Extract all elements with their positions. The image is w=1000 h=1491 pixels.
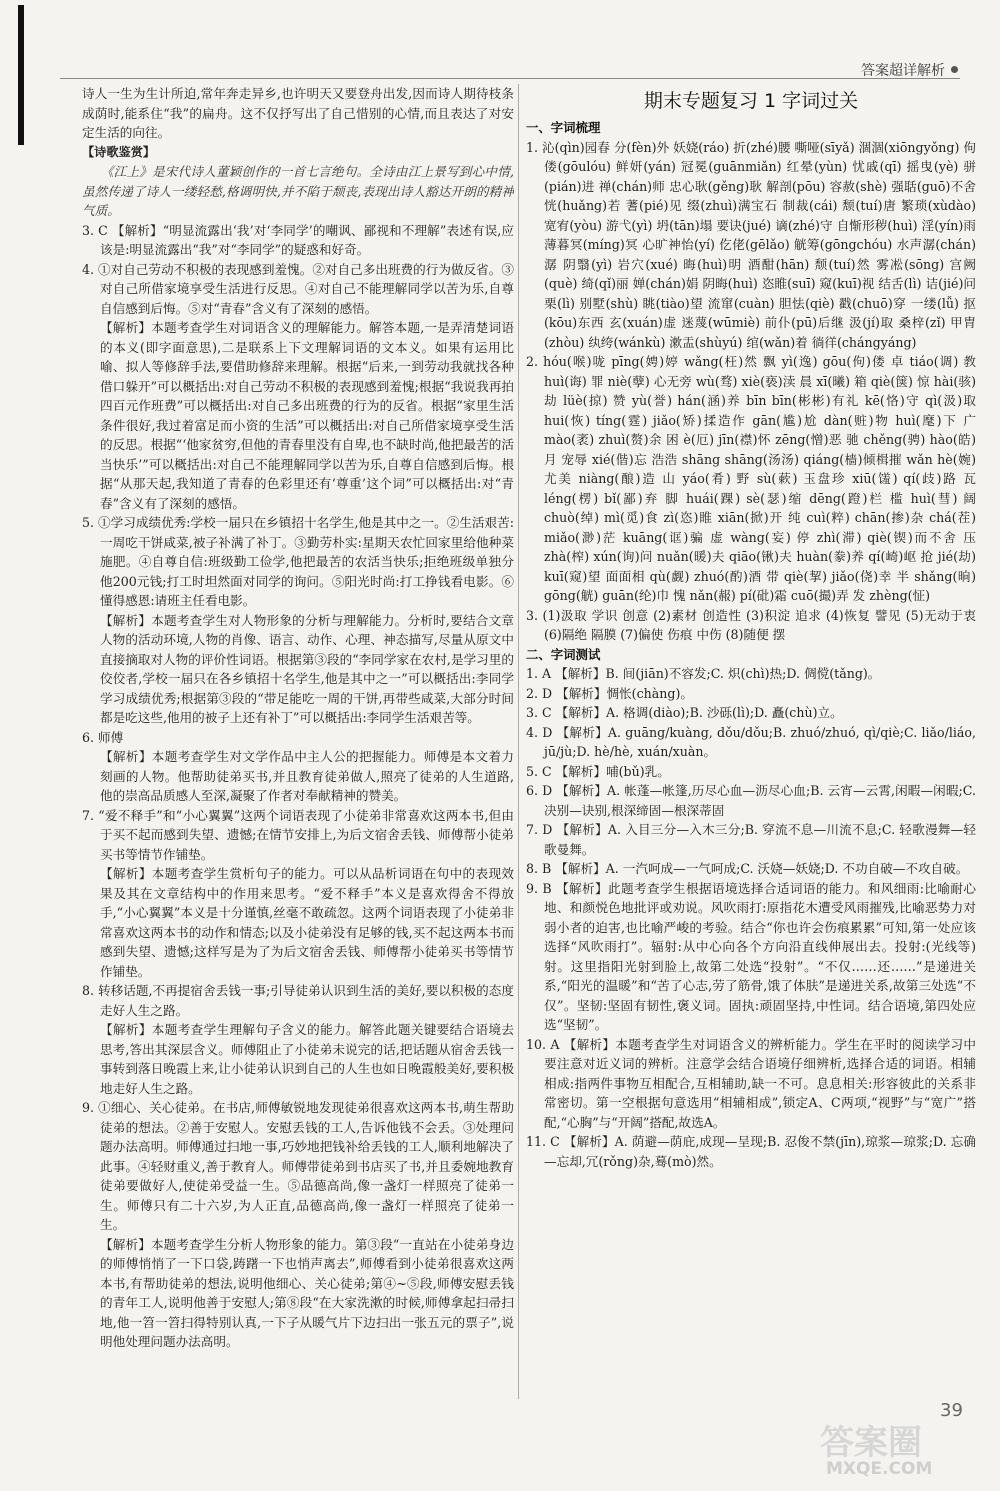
test-answer: 8. B 【解析】A. 一汽呵成—一气呵成;C. 沃娆—妖娆;D. 不功自破—不攻自破。	[526, 861, 969, 876]
answer-8: 8. 转移话题,不再提宿舍丢钱一事;引导徒弟认识到生活的美好,要以积极的态度走好人生之路。	[82, 983, 514, 1018]
poem-appreciation-heading: 【诗歌鉴赏】	[82, 144, 156, 159]
answer-6-analysis: 【解析】本题考查学生对文学作品中主人公的把握能力。师傅是本文着力刻画的人物。他帮助徒弟买书,并且教育徒弟做人,照亮了徒弟的人生道路,他的崇高品质感人至深,凝聚了作者对奉献精神的赞美。	[100, 749, 514, 803]
word-list-1: 1. 沁(qìn)园春 分(fèn)外 妖娆(ráo) 折(zhé)腰 嘶哑(sīyǎ) 涸涸(xiōngyǒng) 佝偻(gōulóu) 鲜妍(yán) 冠冕(guānmiǎn) 红晕(yùn) 忧戚(qī) 摇曳(yè) 骈(pián)进 禅(chán)师 忠心耿(gěng)耿 解剖(pōu) 容赦(shè) 强聒(guō)不舍 恍(huǎng)若 蓍(pié)见 缀(zhuì)满宝石 制裁(cái) 颓(tuí)唐 繁琐(xùdào) 宽宥(yòu) 游弋(yì) 坍(tān)塌 要诀(jué) 谪(zhé)守 自惭形秽(huì) 淫(yín)雨 薄暮冥(míng)冥 心旷神怡(yí) 仡佬(gēlǎo) 觥筹(gōngchóu) 水声潺(chán)潺 阴翳(yì) 岩穴(xué) 晦(huì)明 酒酣(hān) 颓(tuí)然 雾凇(sōng) 宫阙(què) 绮(qǐ)丽 婵(chán)娟 阴晦(huì) 恣睢(suī) 窥(kuī)视 结舌(lì) 诘(jié)问 栗(lì) 别墅(shù) 眺(tiào)望 流窜(cuàn) 胆怯(qiè) 戳(chuō)穿 一缕(lǚ) 抠(kōu)东西 玄(xuán)虚 迷蔑(wūmiè) 前仆(pū)后继 汲(jí)取 桑梓(zǐ) 甲胄(zhòu) 纨绔(wánkù) 漱盂(shùyú) 绾(wǎn)着 徜徉(chángyáng)	[526, 139, 976, 350]
test-answer: 11. C 【解析】A. 荫避—荫庇,成现—呈现;B. 忍俊不禁(jīn),琼浆—琼浆;D. 忘确—忘却,冗(rǒng)杂,蓦(mò)然。	[526, 1134, 976, 1169]
test-answer: 9. B 【解析】此题考查学生根据语境选择合适词语的能力。和风细雨:比喻耐心地、和颜悦色地批评或劝说。风吹雨打:原指花木遭受风雨摧残,比喻恶势力对弱小者的迫害,也比喻严峻的考验。结合“你也许会伤痕累累”可知,第一处应该选择“风吹雨打”。辐射:从中心向各个方向沿直线伸展出去。投射:(光线等)射。这里指阳光射到脸上,故第二处选“投射”。“不仅……还……”是递进关系,“阳光的温暖”和“苦了心志,劳了筋骨,饿了体肤”是递进关系,故第三处选“不仅”。坚韧:坚固有韧性,褒义词。固执:顽固坚持,中性词。结合语境,第四处应选“坚韧”。	[526, 880, 976, 1032]
test-answer: 3. C 【解析】A. 格调(diào);B. 沙砾(lì);D. 矗(chù)立。	[526, 705, 843, 720]
answer-3: 3. C 【解析】“明显流露出‘我’对‘李同学’的嘲讽、鄙视和不理解”表述有误,应该是:明显流露出“我”对“李同学”的疑惑和好奇。	[82, 222, 514, 257]
subsection-heading-2: 二、字词测试	[526, 646, 601, 662]
watermark-logo: 答案圈	[820, 1423, 922, 1463]
test-answer: 6. D 【解析】A. 帐蓬—帐篷,历尽心血—沥尽心血;B. 云宵—云霄,闲暇—闲暇;C. 决别—诀别,根深缔固—根深蒂固	[526, 783, 976, 818]
answer-7: 7. “爱不释手”和“小心翼翼”这两个词语表现了小徒弟非常喜欢这两本书,但由于买不起而感到失望、遗憾;在情节安排上,为后文宿舍丢钱、师傅帮小徒弟买书等情节作铺垫。	[82, 807, 514, 862]
header-rule	[60, 78, 960, 79]
test-answer: 1. A 【解析】B. 间(jiān)不容发;C. 炽(chì)热;D. 倜傥(tǎng)。	[526, 666, 881, 681]
answer-4: 4. ①对自己劳动不积极的表现感到羞愧。②对自己多出班费的行为做反省。③对自己所借家境享受生活进行反思。④对自己不能理解同学以苦为乐,自尊自信感到后悔。⑤对“青春”含义有了深刻的感悟。	[82, 261, 514, 316]
left-column	[82, 84, 514, 1404]
right-column	[526, 84, 976, 1404]
section-title: 期末专题复习 1 字词过关	[643, 90, 859, 112]
answer-6: 6. 师傅	[82, 729, 124, 745]
test-answer: 2. D 【解析】惆怅(chàng)。	[526, 685, 693, 701]
test-answer: 7. D 【解析】A. 入目三分—入木三分;B. 穿流不息—川流不息;C. 轻歌漫舞—轻歌曼舞。	[526, 822, 976, 857]
answer-5: 5. ①学习成绩优秀:学校一届只在乡镇招十名学生,他是其中之一。②生活艰苦:一周吃干饼咸菜,被子补满了补丁。③勤劳朴实:星期天农忙回家里给他种菜施肥。④自尊自信:班级勤工俭学,他把最苦的农活当快乐;拒绝班级单独分他200元钱;打工时坦然面对同学的询问。⑤阳光时尚:打工挣钱看电影。⑥懂得感恩:请班主任看电影。	[82, 515, 514, 608]
page-number: 39	[940, 1400, 963, 1421]
answer-5-analysis: 【解析】本题考查学生对人物形象的分析与理解能力。分析时,要结合文章人物的活动环境,人物的肖像、语言、动作、心理、神态描写,尽量从原文中直接摘取对人物的评价性词语。根据第③段的“李同学家在农村,是学习里的佼佼者,学校一届只在各乡镇招十名学生,他是其中之一”可以概括出:李同学学习成绩优秀;根据第③段的“带足能吃一周的干饼,再带些咸菜,大部分时间都是吃这些,他用的被子上还有补丁”可以概括出:李同学生活艰苦等。	[100, 612, 514, 725]
header-label: 答案超详解析	[861, 63, 945, 79]
column-divider	[518, 84, 519, 1399]
test-answer: 10. A 【解析】本题考查学生对词语含义的辨析能力。学生在平时的阅读学习中要注意对近义词的辨析。注意学会结合语境仔细辨析,选择合适的词语。相辅相成:指两件事物互相配合,互相辅助,缺一不可。息息相关:形容彼此的关系非常密切。第一空根据句意选用“相辅相成”,锁定A、C两项,“视野”与“宽广”搭配,“心胸”与“开阔”搭配,故选A。	[526, 1036, 976, 1130]
page-edge	[18, 5, 24, 145]
word-list-2: 2. hóu(喉)咙 pīng(娉)婷 wǎng(枉)然 飘 yì(逸) gōu(佝)偻 卓 tiáo(调) 教 huì(诲) 罪 niè(孽) 心无旁 wù(骛) xiè(亵)渎 晨 xī(曦) 箱 qiè(箧) 惊 hài(骇) 劫 lüè(掠) 赞 yù(誉) hán(涵)养 bīn bīn(彬彬)有礼 kē(恪)守 qì(汲)取 hui(恢) tíng(霆) jiǎo(矫)揉造作 gān(尴)尬 dàn(赃)物 huì(麾)下 广 mào(袤) zhuì(赘)余 困 è(厄) jīn(襟)怀 zēng(憎)恶 驰 chěng(骋) hào(皓)月 宠辱 xié(偕)忘 浩浩 shāng shāng(汤汤) qiáng(樯)倾楫摧 wǎn hè(婉)尤美 niàng(酿)造 山 yáo(肴) 野 sù(蔌) 玉盘珍 xiū(馐) qí(歧)路 瓦 léng(楞) bǐ(鄙)弃 脚 huái(踝) sè(瑟)缩 dēng(蹬)栏 槛 huì(彗) 阔 chuò(绰) mì(觅)食 zì(恣)睢 xiān(掀)开 纯 cuì(粹) chān(掺)杂 chá(茬) miǎo(渺)茫 kuāng(诓)骗 虚 wàng(妄) 停 zhì(滞) qiè(锲)而不舍 压 zhà(榨) xún(询)问 nuǎn(暖)夫 qiāo(锹)夫 huàn(豢)养 qí(崎)岖 抢 jié(劫) kuī(窥)望 面面相 qù(觑) zhuó(酌)酒 带 qiè(挈) jiǎo(侥)幸 半 shǎng(晌) gōng(觥) guān(纶)巾 愧 nǎn(赧) pí(砒)霜 cuō(撮)弄 发 zhèng(怔)	[526, 354, 976, 603]
answer-8-analysis: 【解析】本题考查学生理解句子含义的能力。解答此题关键要结合语境去思考,答出其深层含义。师傅阻止了小徒弟未说完的话,把话题从宿舍丢钱一事转到落日晚霞上来,让小徒弟认识到自己的人生也如日晚霞般美好,要积极地走好人生之路。	[100, 1022, 514, 1096]
answer-4-analysis: 【解析】本题考查学生对词语含义的理解能力。解答本题,一是弄清楚词语的本义(即字面意思),二是联系上下文理解词语的文本义。如果有运用比喻、拟人等修辞手法,要借助修辞来理解。根据“后来,一到劳动我就找各种借口躲开”可以概括出:对自己劳动不积极的表现感到羞愧;根据“我说我再拍四百元作班费”可以概括出:对自己多出班费的行为的反省。根据“家里生活条件很好,我过着富足而小资的生活”可以概括出:对自己所借家境享受生活的反思。根据“‘他家贫穷,但他的青春里没有自卑,也不缺时尚,他把最苦的活当快乐’”可以概括出:对自己不能理解同学以苦为乐,自尊自信感到后悔。根据“从那天起,我知道了青春的色彩里还有‘尊重’这个词”可以概括出:对“青春”含义有了深刻的感悟。	[100, 320, 514, 511]
header-dot-icon	[951, 66, 958, 73]
subsection-heading-1: 一、字词梳理	[526, 120, 601, 135]
word-list-3: 3. (1)汲取 学识 创意 (2)素材 创造性 (3)积淀 追求 (4)恢复 譬见 (5)无动于衷 (6)隔绝 隔膜 (7)偏使 伤痕 中伤 (8)随便 摆	[526, 607, 976, 642]
test-answer: 4. D 【解析】A. guāng/kuàng, dǒu/dǒu;B. zhuó/zhuó, qì/qiè;C. liǎo/liáo, jū/jù;D. hè/hè, xuán/xuàn。	[526, 724, 976, 759]
watermark-url: MXQE.COM	[826, 1459, 933, 1479]
test-answer: 5. C 【解析】哺(bǔ)乳。	[526, 763, 670, 779]
answer-9-analysis: 【解析】本题考查学生分析人物形象的能力。第③段“一直站在小徒弟身边的师傅悄悄了一下口袋,踌躇一下也悄声离去”,师傅看到小徒弟很喜欢这两本书,有帮助徒弟的想法,说明他细心、关心徒弟;第④~⑤段,师傅安慰丢钱的青年工人,说明他善于安慰人;第⑧段“在大家洗漱的时候,师傅拿起扫帚扫地,他一笤一笤扫得特别认真,一下子从暖气片下边扫出一张五元的票子”,说明他处理问题办法高明。	[100, 1236, 514, 1349]
poem-appreciation-text: 《江上》是宋代诗人董颖创作的一首七言绝句。全诗由江上景写到心中情,虽然传递了诗人一缕轻愁,格调明快,并不陷于颓丧,表现出诗人豁达开朗的精神气质。	[82, 164, 514, 218]
answer-7-analysis: 【解析】本题考查学生赏析句子的能力。可以从品析词语在句中的表现效果及其在文章结构中的作用来思考。“爱不释手”本义是喜欢得舍不得放手,“小心翼翼”本义是十分谨慎,丝毫不敢疏忽。这两个词语表现了小徒弟非常喜欢这两本书的动作和情态;以及小徒弟没有足够的钱,买不起这两本书而感到失望、遗憾;这样写是为了为后文宿舍丢钱、师傅帮小徒弟买书等情节作铺垫。	[100, 866, 514, 979]
answer-paragraph: 诗人一生为生计所迫,常年奔走异乡,也许明天又要登舟出发,因而诗人期待枝条成荫时,能系住“我”的扁舟。这不仅抒写出了自己惜别的心情,而且表达了对安定生活的向往。	[82, 86, 514, 140]
answer-9: 9. ①细心、关心徒弟。在书店,师傅敏锐地发现徒弟很喜欢这两本书,萌生帮助徒弟的想法。②善于安慰人。安慰丢钱的工人,告诉他钱不会丢。③处理问题办法高明。师傅通过扫地一事,巧妙地把钱补给丢钱的工人,顺利地解决了此事。④轻财重义,善于教育人。师傅带徒弟到书店买了书,并且委婉地教育徒弟要做好人,使徒弟受益一生。⑤品德高尚,像一盏灯一样照亮了徒弟一生。师傅只有二十六岁,为人正直,品德高尚,像一盏灯一样照亮了徒弟一生。	[82, 1100, 514, 1232]
